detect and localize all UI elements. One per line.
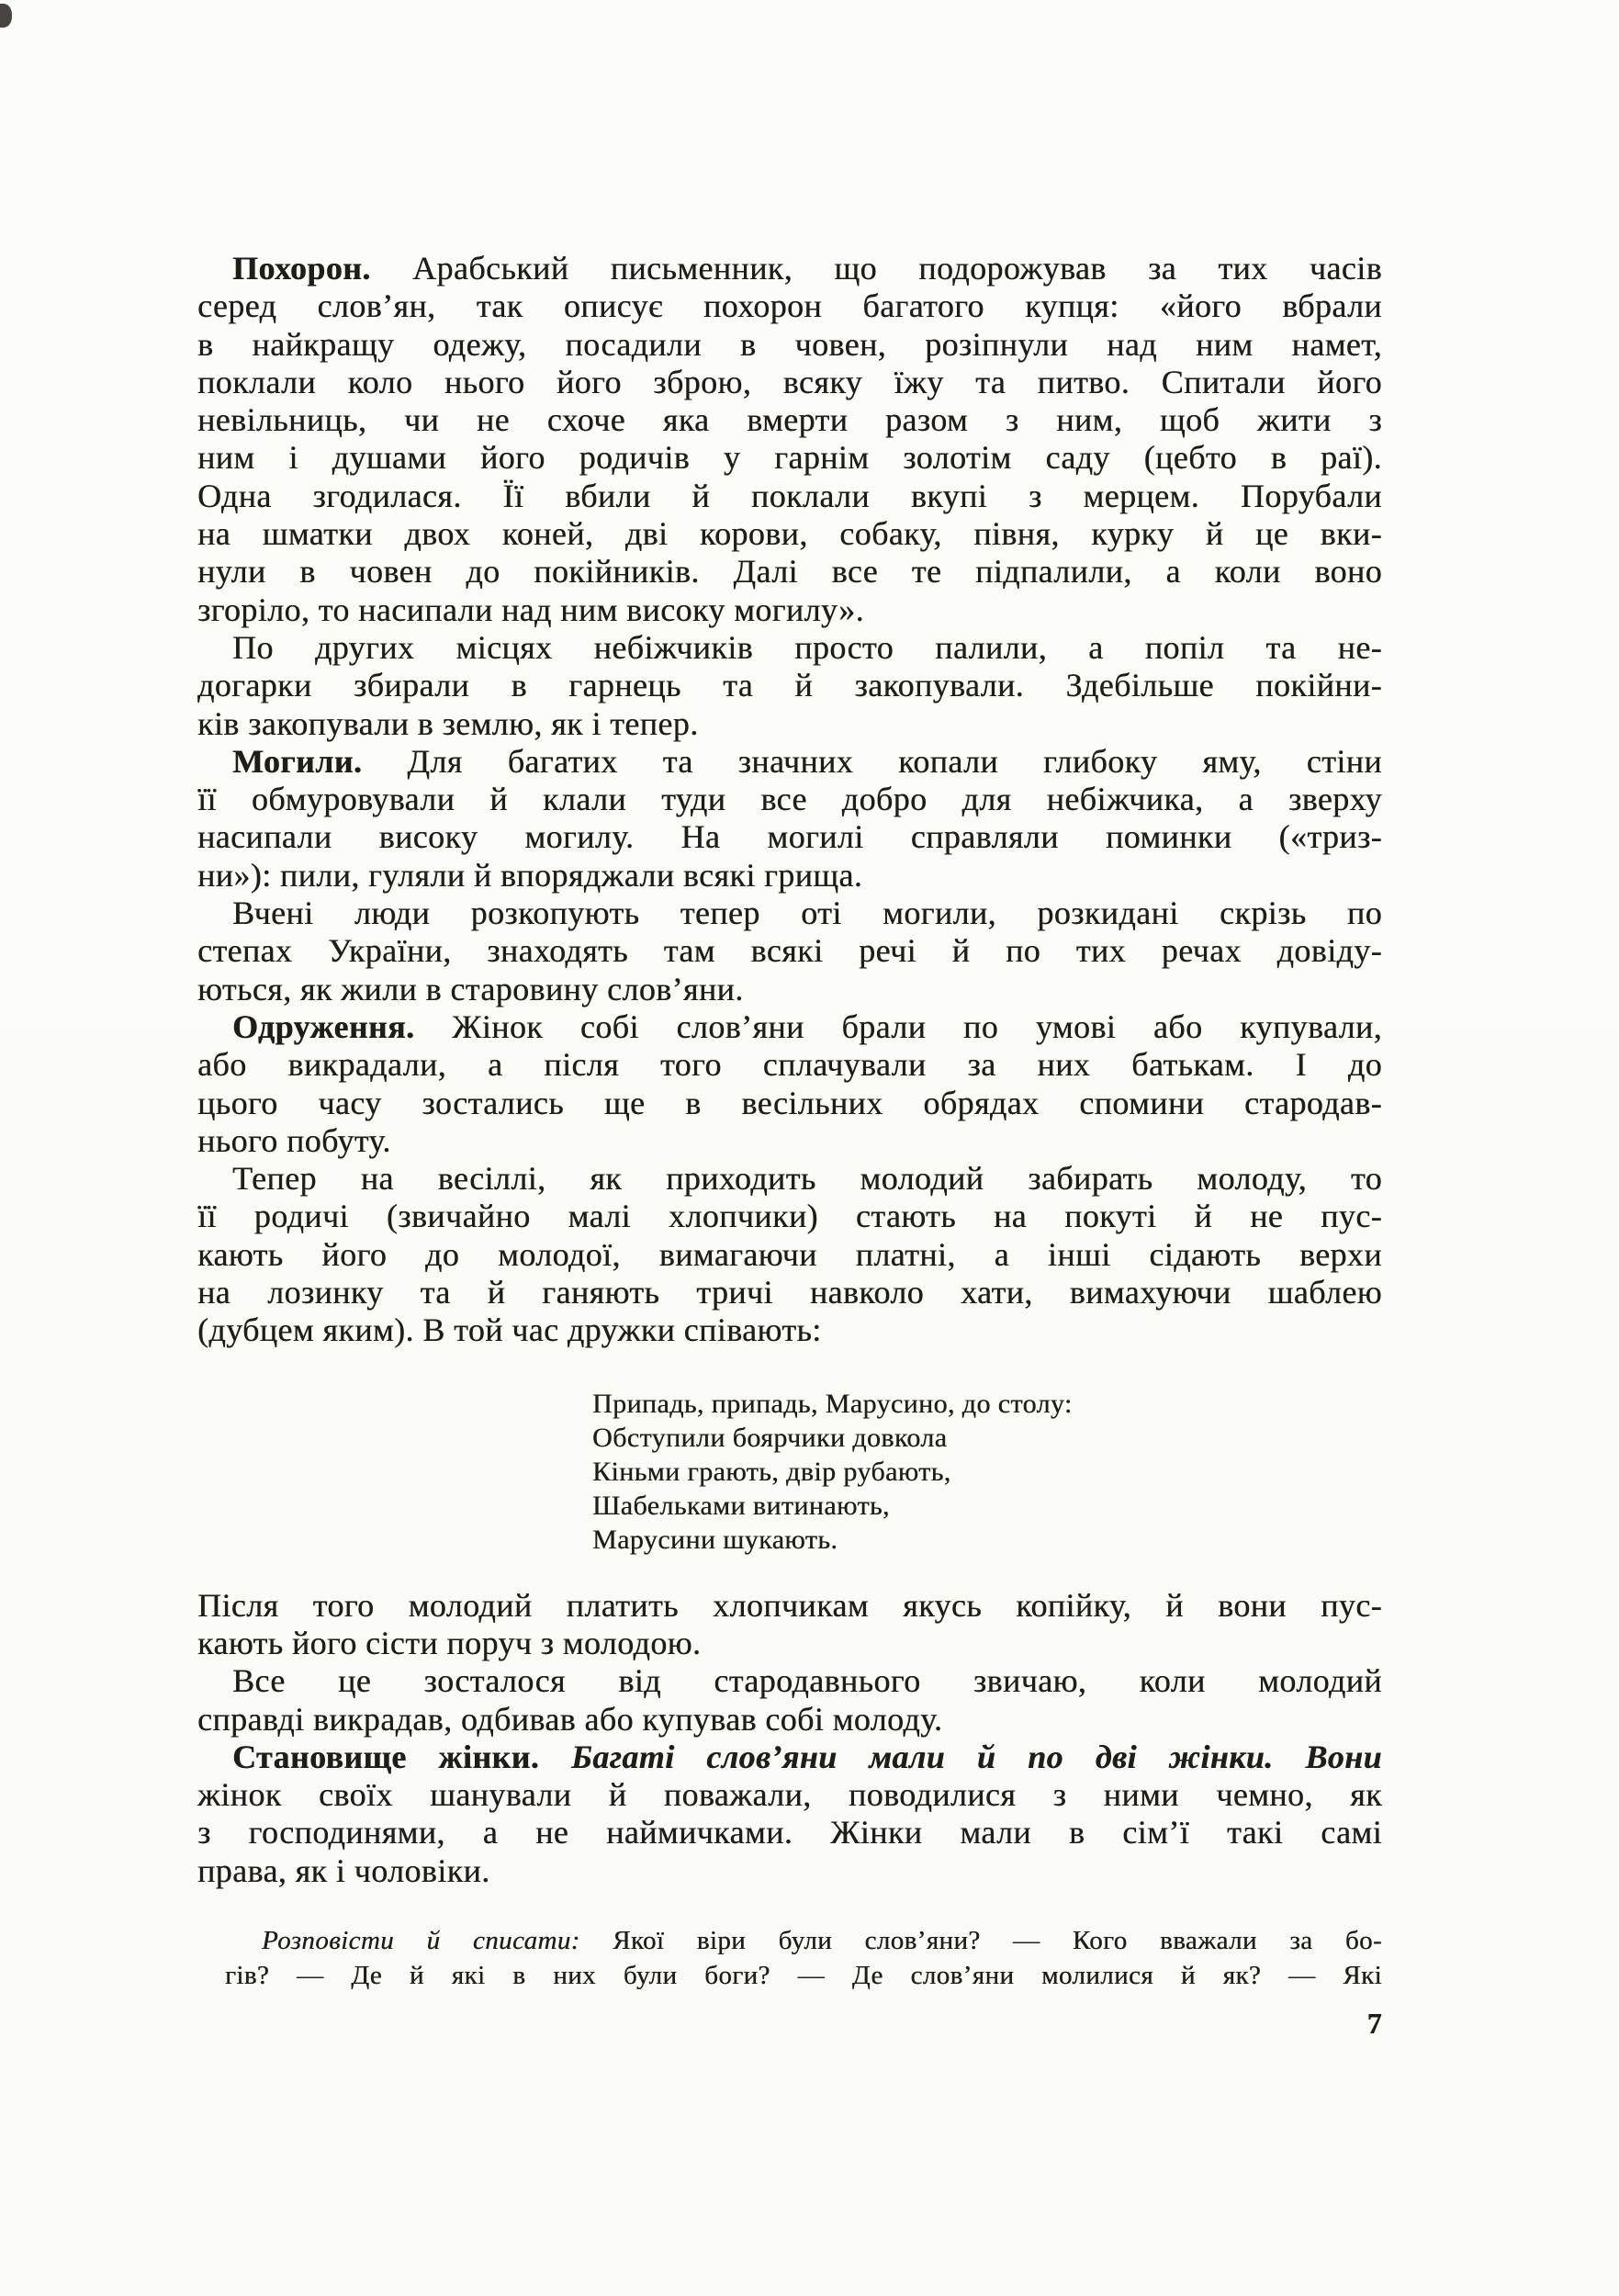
paragraph [197, 250, 1382, 629]
section-lead-in: Похорон. [232, 250, 413, 287]
text-line [197, 1311, 1382, 1349]
text-segment: Тепер на весіллі, як приходить молодий забирать молоду, то [232, 1160, 1382, 1198]
text-segment: Шабельками витинають, [592, 1490, 890, 1521]
paragraph [197, 1008, 1382, 1160]
paragraph [197, 743, 1382, 895]
text-line [197, 478, 1382, 515]
text-line [197, 1814, 1382, 1851]
text-line [197, 401, 1382, 439]
section-lead-in: Одруження. [232, 1007, 453, 1045]
text-segment: Арабський письменник, що подорожував за тих часів [412, 250, 1382, 287]
song-verse [592, 1387, 1382, 1557]
text-segment: гів? — Де й які в них були боги? — Де слов’яни молилися й як? — Які [225, 1960, 1382, 1990]
text-line [592, 1421, 1382, 1455]
text-line [592, 1523, 1382, 1557]
text-line [197, 1008, 1382, 1046]
text-segment: поклали коло нього його зброю, всяку їжу та питво. Спитали його [197, 363, 1382, 400]
text-segment: Для багатих та значних копали глибоку яму, стіни [407, 742, 1382, 780]
text-segment: Вчені люди розкопують тепер оті могили, розкидані скрізь по [232, 895, 1382, 932]
text-line [197, 591, 1382, 629]
text-segment: ків закопували в землю, як і тепер. [197, 704, 699, 742]
text-segment: на лозинку та й ганяють тричі навколо хати, вимахуючи шаблею [197, 1274, 1382, 1311]
text-segment: серед слов’ян, так описує похорон багатого купця: «його вбрали [197, 287, 1382, 325]
text-line [197, 439, 1382, 477]
text-segment: Марусини шукають. [592, 1524, 838, 1555]
section-lead-in: Могили. [232, 742, 408, 780]
text-line [197, 1625, 1382, 1662]
text-segment: ни»): пили, гуляли й впоряджали всякі грища. [197, 856, 863, 894]
text-line [197, 629, 1382, 667]
text-line [197, 667, 1382, 704]
text-line [197, 818, 1382, 856]
text-segment: ються, як жили в старовину слов’яни. [197, 970, 744, 1007]
text-line [197, 326, 1382, 364]
text-segment: Одна згодилася. Її вбили й поклали вкупі з мерцем. Порубали [197, 477, 1382, 514]
emphasis-text: Розповісти й списати: [262, 1925, 613, 1955]
text-line [197, 1852, 1382, 1890]
text-segment: Після того молодий платить хлопчикам якусь копійку, й вони пус- [197, 1586, 1382, 1624]
text-line [197, 364, 1382, 401]
text-line [197, 1739, 1382, 1776]
text-line [197, 250, 1382, 287]
text-segment: (дубцем яким). В той час дружки співають: [197, 1311, 822, 1349]
text-segment: невільниць, чи не схоче яка вмерти разом з ним, щоб жити з [197, 401, 1382, 439]
paragraph [197, 1587, 1382, 1663]
text-line [197, 1274, 1382, 1311]
text-segment: Якої віри були слов’яни? — Кого вважали за бо- [613, 1925, 1383, 1955]
paragraph [197, 1160, 1382, 1349]
text-line [197, 705, 1382, 743]
section-lead-in: Становище жінки. [232, 1738, 571, 1775]
text-segment: ним і душами його родичів у гарнім золотім саду (цебто в раї). [197, 439, 1382, 477]
text-line [197, 1776, 1382, 1814]
text-line [197, 1236, 1382, 1274]
text-segment: По других місцях небіжчиків просто палили, а попіл та не- [232, 628, 1382, 666]
text-segment: насипали високу могилу. На могилі справляли поминки («триз- [197, 818, 1382, 856]
text-line [197, 287, 1382, 325]
text-segment: Жінок собі слов’яни брали по умові або купували, [452, 1007, 1382, 1045]
text-segment: її родичі (звичайно малі хлопчики) стають на покуті й не пус- [197, 1198, 1382, 1235]
section-lead-in: Багаті слов’яни мали й по дві жінки. Вони [570, 1738, 1382, 1775]
text-line [225, 1958, 1382, 1993]
text-line [197, 1160, 1382, 1198]
text-segment: права, як і чоловіки. [197, 1851, 490, 1889]
text-segment: кають його до молодої, вимагаючи платні, а інші сідають верхи [197, 1235, 1382, 1273]
text-segment: з господинями, а не наймичками. Жінки мали в сім’ї такі самі [197, 1814, 1382, 1851]
text-segment: жінок своїх шанували й поважали, поводилися з ними чемно, як [197, 1776, 1382, 1814]
scan-corner-artifact [0, 4, 12, 28]
paragraph [197, 895, 1382, 1008]
text-segment: згоріло, то насипали над ним високу могилу». [197, 591, 864, 628]
text-segment: Кіньми грають, двір рубають, [592, 1456, 951, 1487]
page-number: 7 [1366, 2006, 1382, 2040]
text-segment: на шматки двох коней, дві корови, собаку, півня, курку й це вки- [197, 515, 1382, 553]
text-segment: або викрадали, а після того сплачували за них батькам. І до [197, 1046, 1382, 1084]
text-line [197, 781, 1382, 818]
paragraph [197, 629, 1382, 743]
text-segment: степах України, знаходять там всякі речі й по тих речах довіду- [197, 932, 1382, 970]
text-line [197, 895, 1382, 932]
text-line [197, 553, 1382, 591]
paragraph [197, 1662, 1382, 1739]
text-line [197, 1198, 1382, 1235]
text-line [592, 1387, 1382, 1421]
text-line [197, 932, 1382, 970]
text-segment: Все це зосталося від стародавнього звичаю, коли молодий [232, 1662, 1382, 1700]
text-segment: Обступили боярчики довкола [592, 1422, 948, 1453]
text-line [197, 857, 1382, 895]
text-line [197, 1701, 1382, 1739]
text-line [197, 515, 1382, 553]
text-segment: кають його сісти поруч з молодою. [197, 1624, 702, 1661]
text-segment: нього побуту. [197, 1121, 391, 1159]
text-line [592, 1489, 1382, 1523]
text-segment: Припадь, припадь, Марусино, до столу: [592, 1388, 1073, 1419]
text-segment: цього часу зостались ще в весільних обрядах спомини стародав- [197, 1084, 1382, 1121]
text-segment: справді викрадав, одбивав або купував собі молоду. [197, 1700, 943, 1738]
text-segment: нули в човен до покійників. Далі все те підпалили, а коли воно [197, 553, 1382, 591]
text-line [197, 1662, 1382, 1700]
page-text-column [197, 250, 1382, 2041]
text-line [197, 1587, 1382, 1625]
text-line [197, 1085, 1382, 1122]
text-line [225, 1923, 1382, 1958]
study-questions [225, 1923, 1382, 1993]
text-segment: її обмуровували й клали туди все добро для небіжчика, а зверху [197, 781, 1382, 818]
text-line [197, 743, 1382, 781]
text-line [197, 1046, 1382, 1084]
text-line [592, 1455, 1382, 1489]
text-segment: в найкращу одежу, посадили в човен, розіпнули над ним намет, [197, 325, 1382, 363]
paragraph [197, 1739, 1382, 1890]
text-line [197, 1122, 1382, 1160]
text-segment: догарки збирали в гарнець та й закопували. Здебільше покійни- [197, 667, 1382, 704]
text-line [197, 971, 1382, 1008]
